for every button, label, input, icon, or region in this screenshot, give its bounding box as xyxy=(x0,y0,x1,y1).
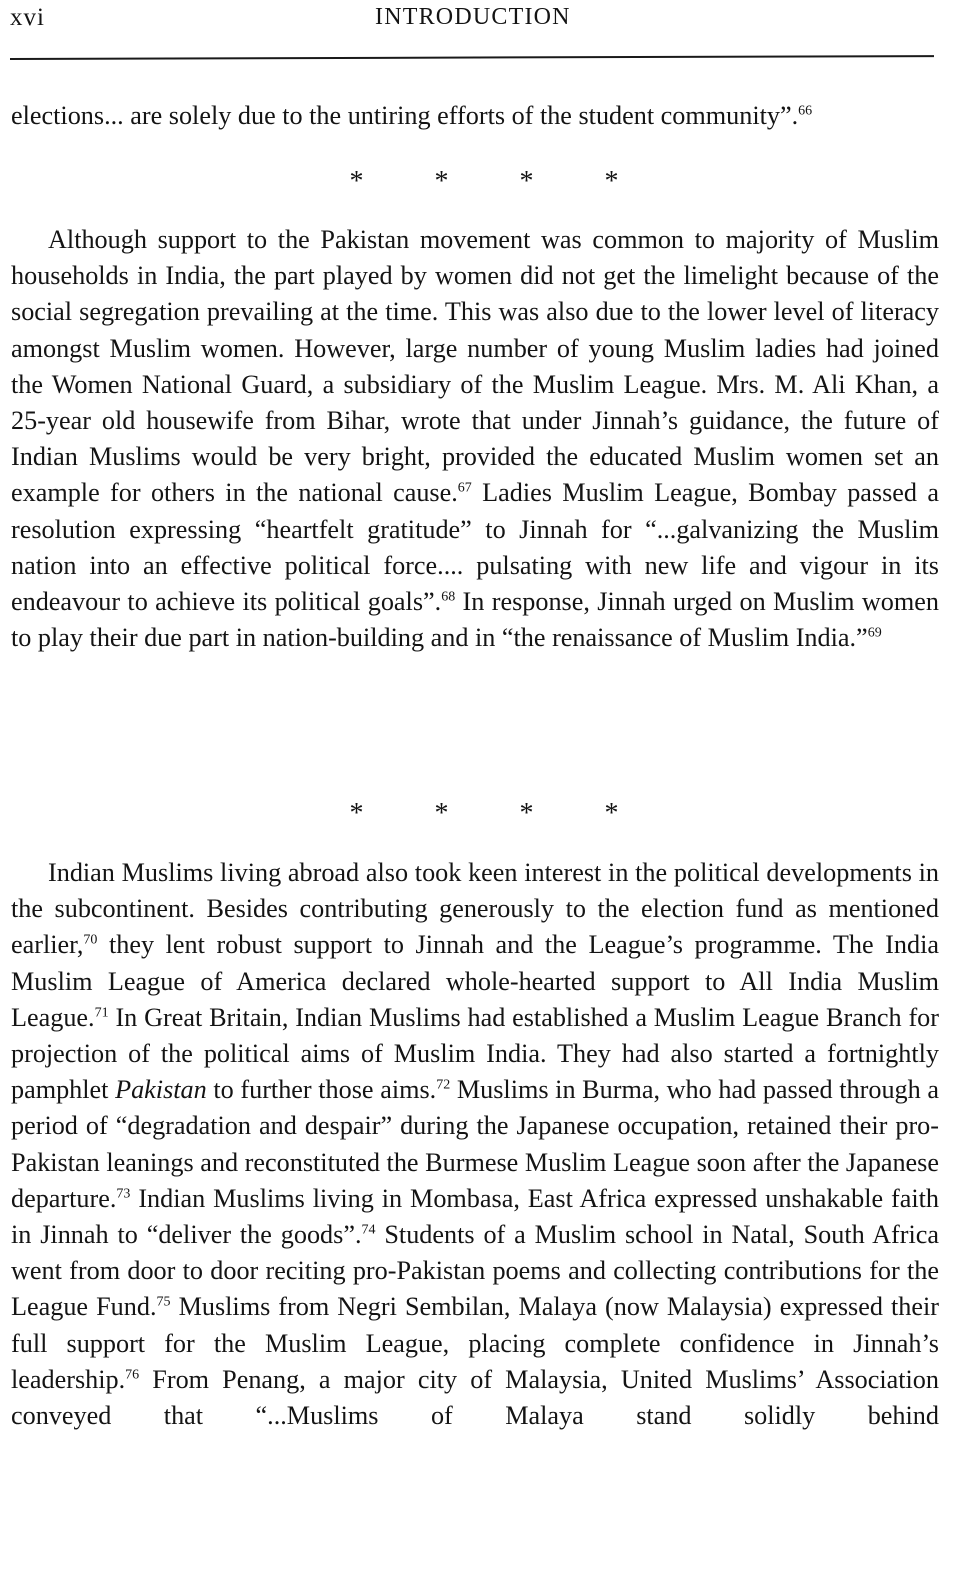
paragraph-text: From Penang, a major city of Malaysia, United Muslims’ Association conveyed that “...Muslims of Malaya stand solidly behind xyxy=(11,1364,939,1431)
running-title: INTRODUCTION xyxy=(375,4,571,30)
section-separator: * * * * xyxy=(349,798,651,829)
footnote-ref: 66 xyxy=(798,103,813,119)
footnote-ref: 69 xyxy=(867,625,882,641)
section-separator: * * * * xyxy=(349,166,651,197)
footnote-ref: 67 xyxy=(457,480,472,496)
pamphlet-title: Pakistan xyxy=(115,1075,207,1105)
footnote-ref: 71 xyxy=(94,1005,109,1021)
footnote-ref: 68 xyxy=(441,589,456,605)
page-number: xvi xyxy=(10,4,45,31)
paragraph-text: Although support to the Pakistan movement was common to majority of Muslim households in India, the part played by women did not get the limelight because of the social segregation prevailing at the time. This was also due to the lower level of literacy amongst Muslim women. However, large number of young Muslim ladies had joined the Women National Guard, a subsidiary of the Muslim League. Mrs. M. Ali Khan, a 25-year old housewife from Bihar, wrote that under Jinnah’s guidance, the future of Indian Muslims would be very bright, provided the educated Muslim women set an example for others in the national cause. xyxy=(11,225,939,508)
footnote-ref: 74 xyxy=(361,1222,376,1238)
header-rule xyxy=(10,55,934,60)
paragraph-text: Muslims from Negri Sembilan, Malaya (now Malaysia) expressed their full support for the Muslim League, placing complete confidence in Jinnah’s leadership. xyxy=(11,1292,939,1394)
paragraph-text: In response, Jinnah urged on Muslim women to play their due part in nation-building and in “the renaissance of Muslim India.” xyxy=(11,587,939,653)
footnote-ref: 72 xyxy=(436,1077,451,1093)
footnote-ref: 75 xyxy=(156,1294,171,1310)
paragraph-text: Indian Muslims living abroad also took keen interest in the political developments in the subcontinent. Besides contributing generously to the election fund as mentioned earlier, xyxy=(11,858,939,960)
paragraph-text: to further those aims. xyxy=(206,1075,437,1105)
paragraph-abroad xyxy=(11,855,939,1434)
paragraph-text: Muslims in Burma, who had passed through a period of “degradation and despair” during the Japanese occupation, retained their pro-Pakistan leanings and reconstituted the Burmese Muslim League soon after the Japanese departure. xyxy=(11,1075,940,1213)
footnote-ref: 70 xyxy=(83,932,98,948)
paragraph-women xyxy=(11,222,939,656)
paragraph-continuation xyxy=(11,98,939,134)
paragraph-text: Students of a Muslim school in Natal, South Africa went from door to door reciting pro-Pakistan poems and collecting contributions for the League Fund. xyxy=(11,1220,939,1322)
footnote-ref: 73 xyxy=(116,1186,131,1202)
paragraph-text: they lent robust support to Jinnah and the League’s programme. The India Muslim League of America declared whole-hearted support to All India Muslim League. xyxy=(11,930,939,1032)
paragraph-text: Ladies Muslim League, Bombay passed a resolution expressing “heartfelt gratitude” to Jinnah for “...galvanizing the Muslim nation into an effective political force.... pulsating with new life and vigour in its endeavour to achieve its political goals”. xyxy=(11,478,940,617)
running-header xyxy=(10,4,934,38)
paragraph-text: elections... are solely due to the untiring efforts of the student community”. xyxy=(11,101,799,130)
footnote-ref: 76 xyxy=(125,1367,140,1383)
paragraph-text: Indian Muslims living in Mombasa, East Africa expressed unshakable faith in Jinnah to “deliver the goods”. xyxy=(11,1183,939,1250)
paragraph-text: In Great Britain, Indian Muslims had established a Muslim League Branch for projection of the political aims of Muslim India. They had also started a fortnightly pamphlet xyxy=(11,1002,939,1105)
